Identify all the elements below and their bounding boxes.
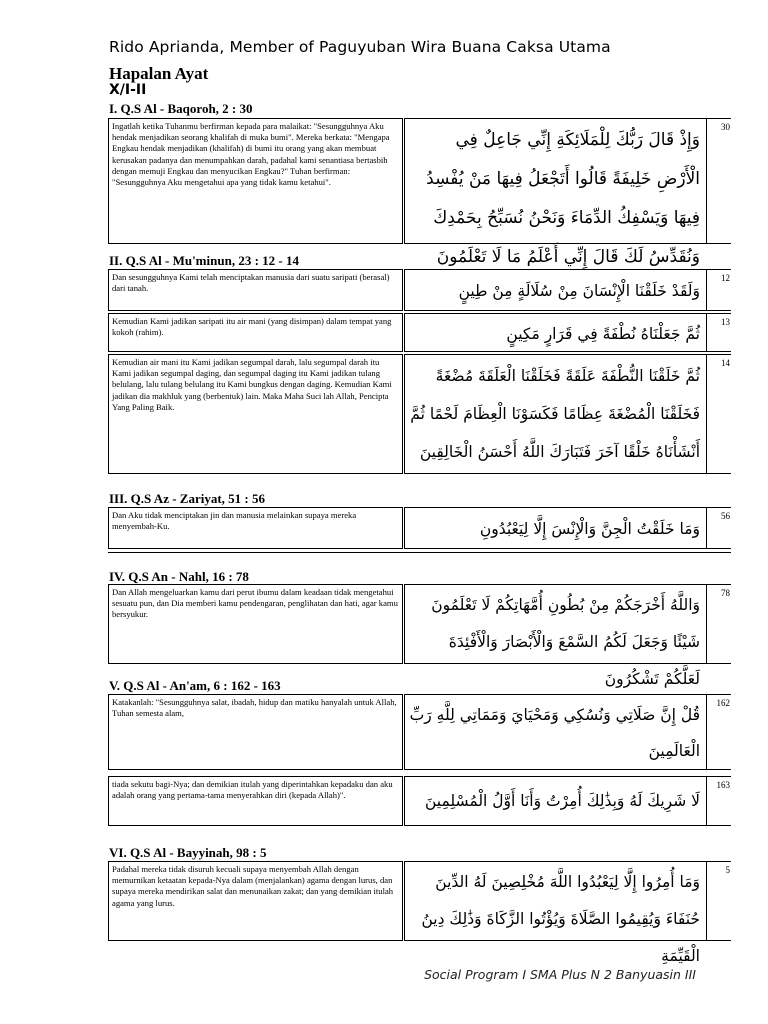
verse-arabic: وَمَا أُمِرُوا إِلَّا لِيَعْبُدُوا اللَّهَ مُخْلِصِينَ لَهُ الدِّينَ حُنَفَاءَ وَيُقِيمُوا الصَّلَاةَ وَيُؤْتُوا الزَّكَاةَ وَذَٰلِكَ دِينُ الْقَيِّمَةِ	[404, 861, 707, 941]
verse-number: 5	[707, 861, 731, 941]
document-footer: Social Program I SMA Plus N 2 Banyuasin III	[424, 967, 696, 982]
verse-arabic: لَا شَرِيكَ لَهُ وَبِذَٰلِكَ أُمِرْتُ وَأَنَا أَوَّلُ الْمُسْلِمِينَ	[404, 776, 707, 826]
verse-translation: Dan sesungguhnya Kami telah menciptakan manusia dari suatu saripati (berasal) dari tanah.	[108, 269, 403, 311]
verse-translation: Kemudian Kami jadikan saripati itu air mani (yang disimpan) dalam tempat yang kokoh (rahim).	[108, 313, 403, 352]
verse-translation: Katakanlah: "Sesungguhnya salat, ibadah, hidup dan matiku hanyalah untuk Allah, Tuhan semesta alam,	[108, 694, 403, 770]
document-title: Hapalan Ayat	[109, 64, 209, 83]
verse-row-muminun-14	[108, 354, 731, 474]
verse-translation: Dan Aku tidak menciptakan jin dan manusia melainkan supaya mereka menyembah-Ku.	[108, 507, 403, 549]
document-header-line: Rido Aprianda, Member of Paguyuban Wira Buana Caksa Utama	[109, 38, 611, 56]
section-title-bayyinah: VI. Q.S Al - Bayyinah, 98 : 5	[109, 845, 267, 860]
section-title-nahl: IV. Q.S An - Nahl, 16 : 78	[109, 569, 249, 584]
section-title-zariyat: III. Q.S Az - Zariyat, 51 : 56	[109, 491, 265, 506]
section-divider	[108, 552, 731, 553]
verse-arabic: ثُمَّ جَعَلْنَاهُ نُطْفَةً فِي قَرَارٍ مَكِينٍ	[404, 313, 707, 352]
section-title-baqoroh: I. Q.S Al - Baqoroh, 2 : 30	[109, 101, 253, 116]
verse-row-bayyinah-5	[108, 861, 731, 965]
section-title-muminun: II. Q.S Al - Mu'minun, 23 : 12 - 14	[109, 253, 299, 268]
verse-arabic: وَاللَّهُ أَخْرَجَكُمْ مِنْ بُطُونِ أُمَّهَاتِكُمْ لَا تَعْلَمُونَ شَيْئًا وَجَعَلَ لَكُمُ السَّمْعَ وَالْأَبْصَارَ وَالْأَفْئِدَةَ لَعَلَّكُمْ تَشْكُرُونَ	[404, 584, 707, 664]
verse-row-muminun-12	[108, 269, 731, 311]
verse-arabic: قُلْ إِنَّ صَلَاتِي وَنُسُكِي وَمَحْيَايَ وَمَمَاتِي لِلَّهِ رَبِّ الْعَالَمِينَ	[404, 694, 707, 770]
verse-number: 30	[707, 118, 731, 244]
verse-number: 12	[707, 269, 731, 311]
verse-number: 163	[707, 776, 731, 826]
section-title-anam: V. Q.S Al - An'am, 6 : 162 - 163	[109, 678, 281, 693]
verse-arabic: وَلَقَدْ خَلَقْنَا الْإِنْسَانَ مِنْ سُلَالَةٍ مِنْ طِينٍ	[404, 269, 707, 311]
verse-translation: tiada sekutu bagi-Nya; dan demikian itulah yang diperintahkan kepadaku dan aku adalah orang yang pertama-tama menyerahkan diri (kepada Allah)".	[108, 776, 403, 826]
verse-arabic: ثُمَّ خَلَقْنَا النُّطْفَةَ عَلَقَةً فَخَلَقْنَا الْعَلَقَةَ مُضْغَةً فَخَلَقْنَا الْمُضْغَةَ عِظَامًا فَكَسَوْنَا الْعِظَامَ لَحْمًا ثُمَّ أَنْشَأْنَاهُ خَلْقًا آخَرَ فَتَبَارَكَ اللَّهُ أَحْسَنُ الْخَالِقِينَ	[404, 354, 707, 474]
verse-row-zariyat-56	[108, 507, 731, 549]
verse-number: 13	[707, 313, 731, 352]
verse-arabic: وَإِذْ قَالَ رَبُّكَ لِلْمَلَائِكَةِ إِنِّي جَاعِلٌ فِي الْأَرْضِ خَلِيفَةً قَالُوا أَتَجْعَلُ فِيهَا مَنْ يُفْسِدُ فِيهَا وَيَسْفِكُ الدِّمَاءَ وَنَحْنُ نُسَبِّحُ بِحَمْدِكَ وَنُقَدِّسُ لَكَ قَالَ إِنِّي أَعْلَمُ مَا لَا تَعْلَمُونَ	[404, 118, 707, 244]
verse-row-anam-163	[108, 776, 731, 826]
verse-number: 162	[707, 694, 731, 770]
verse-number: 56	[707, 507, 731, 549]
document-class: X/I-II	[109, 82, 147, 98]
verse-number: 14	[707, 354, 731, 474]
verse-translation: Ingatlah ketika Tuhanmu berfirman kepada para malaikat: "Sesungguhnya Aku hendak menjadikan seorang khalifah di muka bumi". Mereka berkata: "Mengapa Engkau hendak menjadikan (khalifah) di bumi itu orang yang akan membuat kerusakan padanya dan menumpahkan darah, padahal kami senantiasa bertasbih dengan memuji Engkau dan menyucikan Engkau?" Tuhan berfirman: "Sesungguhnya Aku mengetahui apa yang tidak kamu ketahui".	[108, 118, 403, 244]
verse-arabic: وَمَا خَلَقْتُ الْجِنَّ وَالْإِنْسَ إِلَّا لِيَعْبُدُونِ	[404, 507, 707, 549]
verse-row-muminun-13	[108, 313, 731, 352]
verse-translation: Kemudian air mani itu Kami jadikan segumpal darah, lalu segumpal darah itu Kami jadikan segumpal daging, dan segumpal daging itu Kami jadikan tulang belulang, lalu tulang belulang itu Kami bungkus dengan daging. Kemudian Kami jadikan dia makhluk yang (berbentuk) lain. Maka Maha Suci lah Allah, Pencipta Yang Paling Baik.	[108, 354, 403, 474]
verse-row-anam-162	[108, 694, 731, 770]
verse-translation: Dan Allah mengeluarkan kamu dari perut ibumu dalam keadaan tidak mengetahui sesuatu pun, dan Dia memberi kamu pendengaran, penglihatan dan hati, agar kamu bersyukur.	[108, 584, 403, 664]
verse-translation: Padahal mereka tidak disuruh kecuali supaya menyembah Allah dengan memurnikan ketaatan kepada-Nya dalam (menjalankan) agama dengan lurus, dan supaya mereka mendirikan salat dan menunaikan zakat; dan yang demikian itulah agama yang lurus.	[108, 861, 403, 941]
verse-number: 78	[707, 584, 731, 664]
